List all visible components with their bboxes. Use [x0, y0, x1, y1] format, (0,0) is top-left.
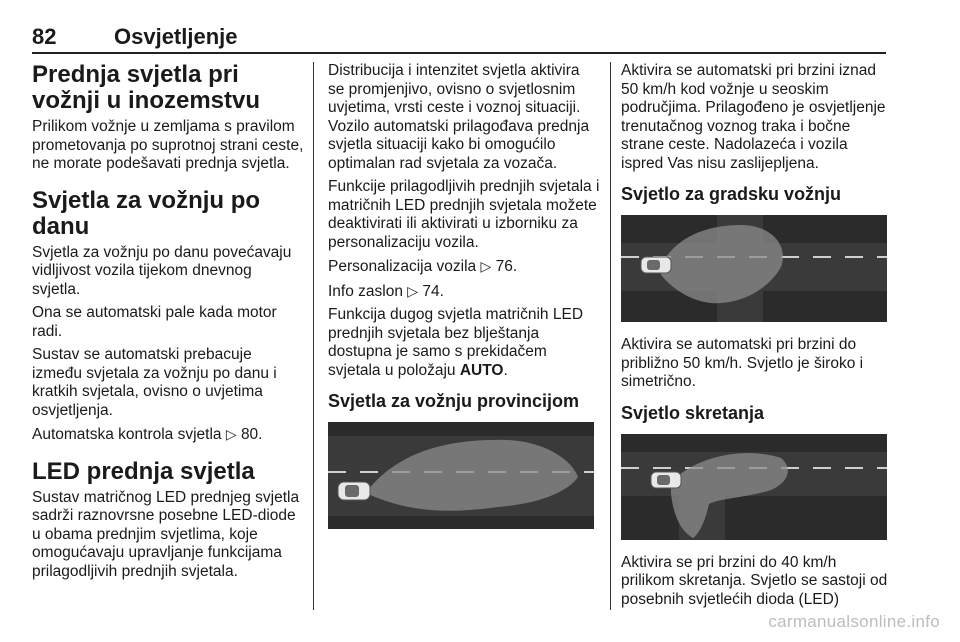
- country-light-illustration: [328, 422, 594, 529]
- reference-arrow-icon: ▷: [480, 258, 492, 274]
- page-number: 82: [32, 24, 57, 49]
- paragraph-text: Automatska kontrola svjetla: [32, 426, 226, 443]
- paragraph: Sustav se automatski prebacuje između svjetala za vožnju po danu i kratkih svjetala, ovisno o uvjetima osvjetljenja.: [32, 346, 277, 419]
- paragraph: Prilikom vožnje u zemljama s pravilom prometovanja po suprotnoj strani ceste, ne morate podešavati prednja svjetla.: [32, 118, 304, 172]
- paragraph: Ona se automatski pale kada motor radi.: [32, 304, 277, 340]
- page-reference-link[interactable]: 74.: [422, 282, 444, 300]
- header-divider: [32, 52, 886, 54]
- paragraph: [328, 306, 600, 380]
- paragraph-with-reference: [328, 257, 600, 277]
- paragraph-text: Personalizacija vozila: [328, 258, 481, 275]
- heading-country-light: Svjetla za vožnju provincijom: [328, 391, 580, 411]
- page-reference-link[interactable]: 76.: [495, 258, 518, 275]
- paragraph: Sustav matričnog LED prednjeg svjetla sadrži raznovrsne posebne LED-diode u obama prednjim svjetlima, koje omogućavaju upravljanje funkcijama prilagodljivih prednjih svjetala.: [32, 488, 300, 580]
- paragraph: Aktivira se pri brzini do 40 km/h prilikom skretanja. Svjetlo se sastoji od posebnih svjetlećih dioda (LED): [621, 553, 888, 608]
- column-2: [328, 62, 600, 543]
- paragraph: Svjetla za vožnju po danu povećavaju vidljivost vozila tijekom dnevnog svjetla.: [32, 243, 292, 298]
- heading-city-light: Svjetlo za gradsku vožnju: [621, 184, 842, 204]
- column-3: [621, 62, 889, 614]
- paragraph-end: .: [503, 361, 508, 379]
- column-1: [32, 62, 304, 586]
- page-reference-link[interactable]: 80.: [240, 426, 263, 443]
- paragraph-text: Info zaslon: [328, 282, 408, 300]
- column-divider: [313, 62, 314, 610]
- reference-arrow-icon: ▷: [225, 426, 237, 442]
- heading-headlights-abroad: Prednja svjetla pri vožnji u inozemstvu: [32, 61, 261, 114]
- chapter-title: Osvjetljenje: [114, 24, 238, 49]
- switch-position-label: AUTO: [459, 361, 504, 379]
- reference-arrow-icon: ▷: [407, 282, 419, 299]
- paragraph: Aktivira se automatski pri brzini do približno 50 km/h. Svjetlo je široko i simetrično.: [621, 336, 864, 390]
- heading-led-headlights: LED prednja svjetla: [32, 457, 255, 485]
- paragraph-with-reference: [32, 425, 304, 445]
- page-header: [32, 24, 886, 52]
- watermark: carmanualsonline.info: [768, 612, 940, 631]
- paragraph-text: Funkcija dugog svjetla matričnih LED prednjih svjetala bez blještanja dostupna je samo s prekidačem svjetala u položaju: [328, 306, 584, 379]
- city-light-illustration: [621, 215, 887, 322]
- paragraph: Aktivira se automatski pri brzini iznad 50 km/h kod vožnje u seoskim područjima. Prilagođeno je osvjetljenje trenutačnog voznog traka i bočne strane ceste. Nadolazeća i vozila ispred Vas nisu zaslijepljena.: [621, 62, 886, 172]
- paragraph: Distribucija i intenzitet svjetla aktivira se promjenjivo, ovisno o svjetlosnim uvjetima, vrsti ceste i voznoj situaciji. Vozilo automatski prilagođava prednja svjetla situaciji kako bi omogućilo optimalan rad svjetala za vozača.: [328, 62, 590, 172]
- heading-daytime-running-lights: Svjetla za vožnju po danu: [32, 186, 261, 240]
- cornering-light-illustration: [621, 434, 887, 540]
- heading-cornering-light: Svjetlo skretanja: [621, 402, 765, 423]
- paragraph-with-reference: [328, 282, 600, 302]
- paragraph: Funkcije prilagodljivih prednjih svjetala i matričnih LED prednjih svjetala možete deaktivirati ili aktivirati u izborniku za personalizaciju vozila.: [328, 178, 600, 251]
- column-divider: [610, 62, 611, 610]
